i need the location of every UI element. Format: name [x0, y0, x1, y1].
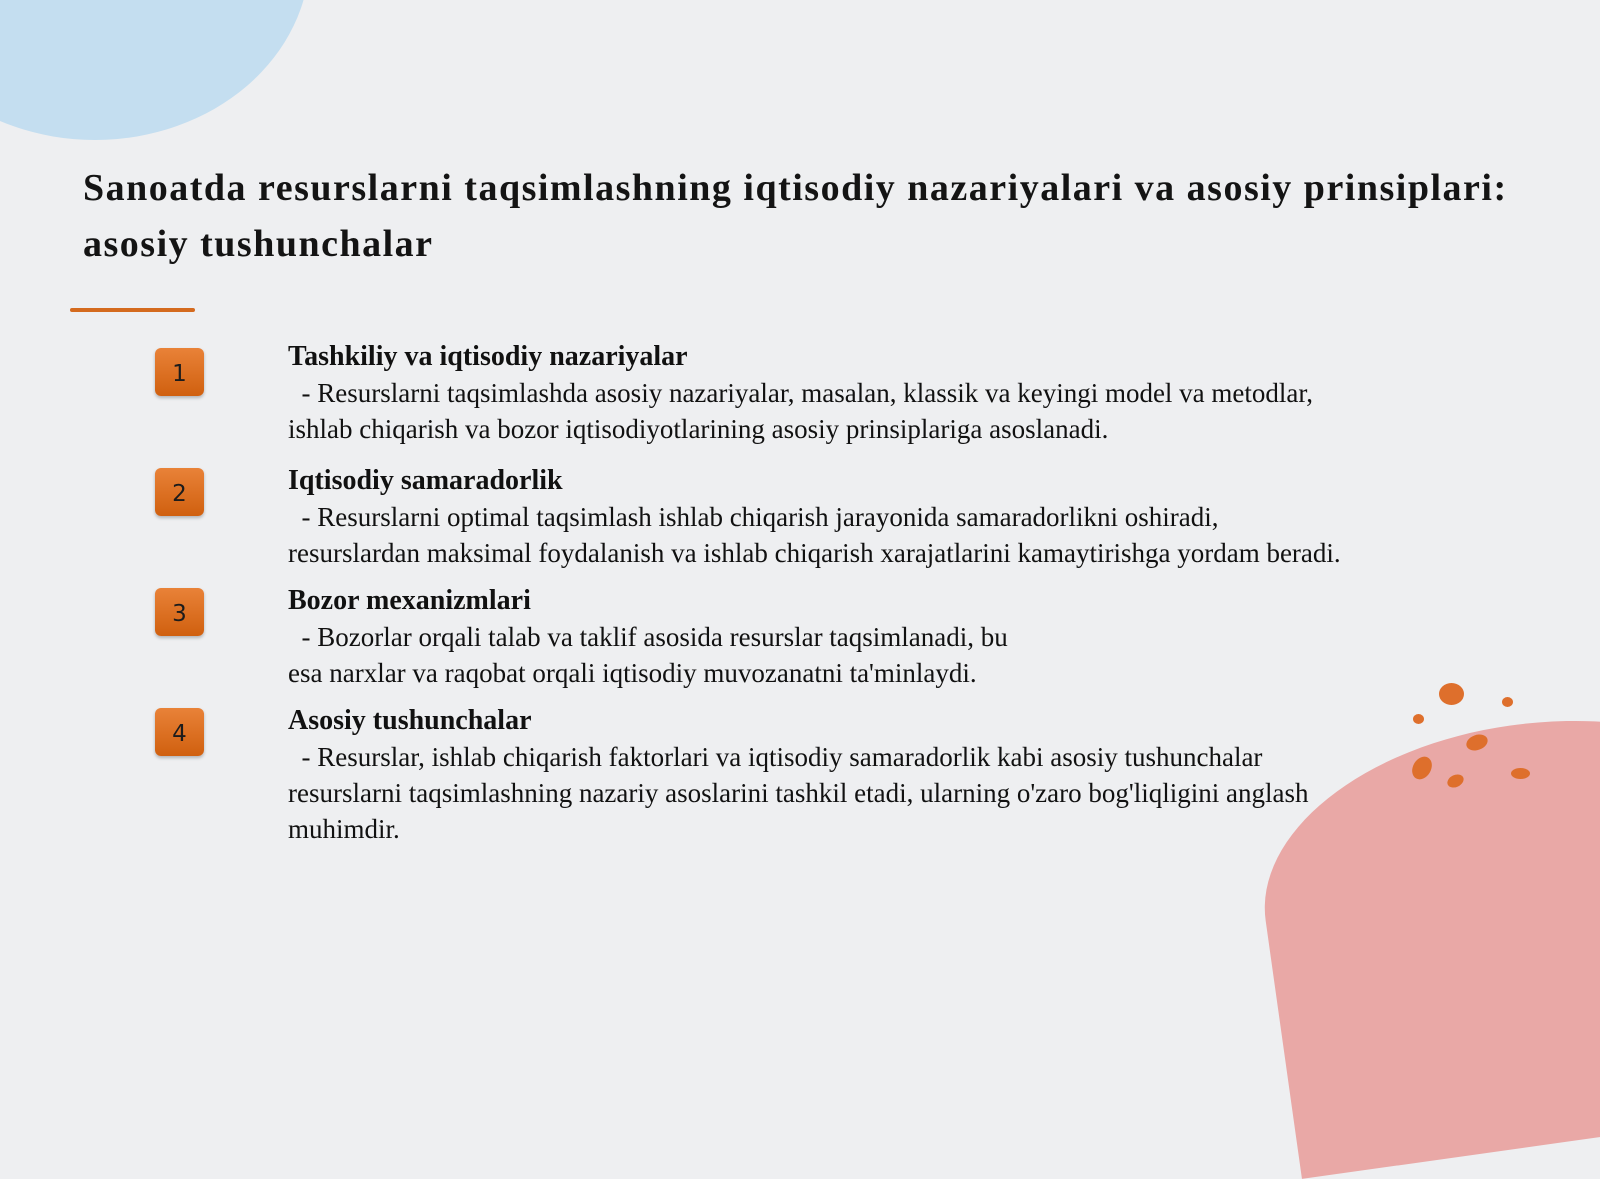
item-description-line: esa narxlar va raqobat orqali iqtisodiy muvozanatni ta'minlaydi. [288, 658, 977, 688]
background-blob-blue [0, 0, 310, 140]
number-badge-2: 2 [155, 468, 204, 516]
item-description-line: - Resurslarni taqsimlashda asosiy nazariyalar, masalan, klassik va keyingi model va metodlar, [288, 378, 1314, 408]
list-item-2 [288, 463, 1468, 571]
item-description-line: resurslardan maksimal foydalanish va ishlab chiqarish xarajatlarini kamaytirishga yordam beradi. [288, 538, 1341, 568]
list-item-4 [288, 703, 1468, 847]
item-description-line: muhimdir. [288, 814, 400, 844]
title-underline [70, 308, 195, 312]
number-badge-1: 1 [155, 348, 204, 396]
paint-dot [1511, 768, 1530, 779]
item-description-line: - Resurslar, ishlab chiqarish faktorlari va iqtisodiy samaradorlik kabi asosiy tushunchalar [288, 742, 1263, 772]
item-description-line: resurslarni taqsimlashning nazariy asoslarini tashkil etadi, ularning o'zaro bog'liqligini anglash [288, 778, 1309, 808]
number-badge-4: 4 [155, 708, 204, 756]
slide-title: Sanoatda resurslarni taqsimlashning iqtisodiy nazariyalari va asosiy prinsiplari: asosiy tushunchalar [83, 167, 1508, 265]
item-heading: Bozor mexanizmlari [288, 585, 531, 616]
paint-dot [1502, 697, 1513, 707]
item-description-line: - Bozorlar orqali talab va taklif asosida resurslar taqsimlanadi, bu [288, 622, 1008, 652]
item-heading: Asosiy tushunchalar [288, 705, 532, 736]
list-item-1 [288, 339, 1468, 447]
item-description-line: - Resurslarni optimal taqsimlash ishlab chiqarish jarayonida samaradorlikni oshiradi, [288, 502, 1219, 532]
number-badge-3: 3 [155, 588, 204, 636]
list-item-3 [288, 583, 1468, 691]
item-heading: Iqtisodiy samaradorlik [288, 465, 563, 496]
item-description-line: ishlab chiqarish va bozor iqtisodiyotlarining asosiy prinsiplariga asoslanadi. [288, 414, 1109, 444]
item-heading: Tashkiliy va iqtisodiy nazariyalar [288, 341, 688, 372]
